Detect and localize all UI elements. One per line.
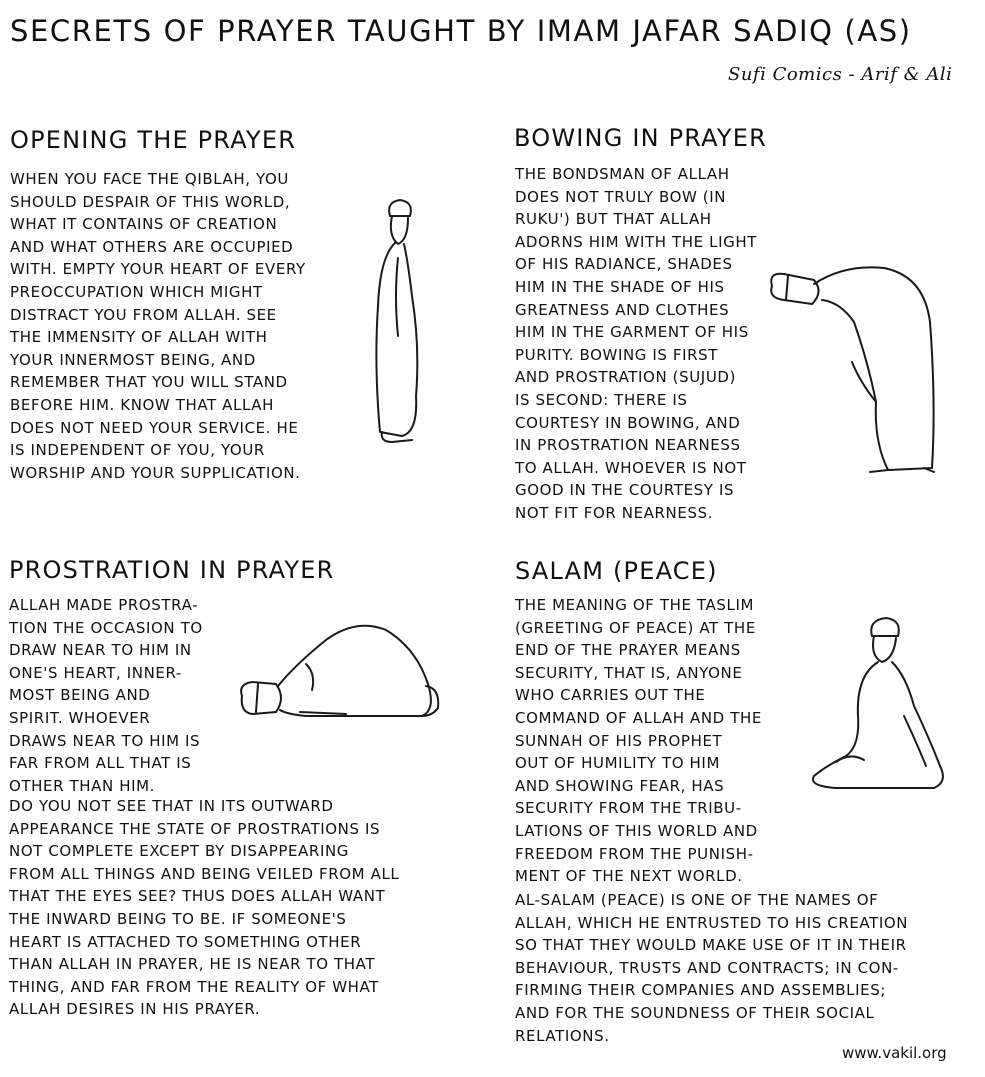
sitting-figure-illustration — [806, 616, 952, 792]
heading-salam: SALAM (PEACE) — [515, 557, 718, 585]
text-salam-top: THE MEANING OF THE TASLIM (GREETING OF PEACE) AT THE END OF THE PRAYER MEANS SECURITY, THAT IS, ANYONE WHO CARRIES OUT THE COMMAND OF ALLAH AND THE SUNNAH OF HIS PROPHET OUT OF HUMILITY TO HIM AND SHOWING FEAR, HAS SECURITY FROM THE TRIBU- LATIONS OF THIS WORLD AND FREEDOM FROM THE PUNISH- MENT OF THE NEXT WORLD. — [515, 596, 762, 886]
author-credit: Sufi Comics - Arif & Ali — [728, 64, 953, 85]
text-prostration-top: ALLAH MADE PROSTRA- TION THE OCCASION TO DRAW NEAR TO HIM IN ONE'S HEART, INNER- MOST BEING AND SPIRIT. WHOEVER DRAWS NEAR TO HIM IS FAR FROM ALL THAT IS OTHER THAN HIM. — [9, 596, 203, 795]
text-bowing: THE BONDSMAN OF ALLAH DOES NOT TRULY BOW (IN RUKU') BUT THAT ALLAH ADORNS HIM WITH THE LIGHT OF HIS RADIANCE, SHADES HIM IN THE SHADE OF HIS GREATNESS AND CLOTHES HIM IN THE GARMENT OF HIS PURITY. BOWING IS FIRST AND PROSTRATION (SUJUD) IS SECOND: THERE IS COURTESY IN BOWING, AND IN PROSTRATION NEARNESS TO ALLAH. WHOEVER IS NOT GOOD IN THE COURTESY IS NOT FIT FOR NEARNESS. — [515, 165, 757, 522]
text-opening: WHEN YOU FACE THE QIBLAH, YOU SHOULD DESPAIR OF THIS WORLD, WHAT IT CONTAINS OF CREATION AND WHAT OTHERS ARE OCCUPIED WITH. EMPTY YOUR HEART OF EVERY PREOCCUPATION WHICH MIGHT DISTRACT YOU FROM ALLAH. SEE THE IMMENSITY OF ALLAH WITH YOUR INNERMOST BEING, AND REMEMBER THAT YOU WILL STAND BEFORE HIM. KNOW THAT ALLAH DOES NOT NEED YOUR SERVICE. HE IS INDEPENDENT OF YOU, YOUR WORSHIP AND YOUR SUPPLICATION. — [10, 170, 306, 482]
prostrating-figure-illustration — [236, 614, 446, 722]
website-url: www.vakil.org — [842, 1044, 947, 1062]
text-salam-bottom: AL-SALAM (PEACE) IS ONE OF THE NAMES OF ALLAH, WHICH HE ENTRUSTED TO HIS CREATION SO THAT THEY WOULD MAKE USE OF IT IN THEIR BEHAVIOUR, TRUSTS AND CONTRACTS; IN CON- FIRMING THEIR COMPANIES AND ASSEMBLIES; AND FOR THE SOUNDNESS OF THEIR SOCIAL RELATIONS. — [515, 891, 909, 1045]
heading-prostration: PROSTRATION IN PRAYER — [9, 556, 335, 584]
standing-figure-illustration — [368, 196, 438, 448]
heading-bowing: BOWING IN PRAYER — [514, 124, 768, 152]
text-prostration-bottom: DO YOU NOT SEE THAT IN ITS OUTWARD APPEARANCE THE STATE OF PROSTRATIONS IS NOT COMPLETE EXCEPT BY DISAPPEARING FROM ALL THINGS AND BEING VEILED FROM ALL THAT THE EYES SEE? THUS DOES ALLAH WANT THE INWARD BEING TO BE. IF SOMEONE'S HEART IS ATTACHED TO SOMETHING OTHER THAN ALLAH IN PRAYER, HE IS NEAR TO THAT THING, AND FAR FROM THE REALITY OF WHAT ALLAH DESIRES IN HIS PRAYER. — [9, 797, 400, 1019]
heading-opening: OPENING THE PRAYER — [10, 126, 297, 154]
bowing-figure-illustration — [764, 262, 940, 482]
page-title: SECRETS OF PRAYER TAUGHT BY IMAM JAFAR SADIQ (AS) — [10, 14, 912, 48]
